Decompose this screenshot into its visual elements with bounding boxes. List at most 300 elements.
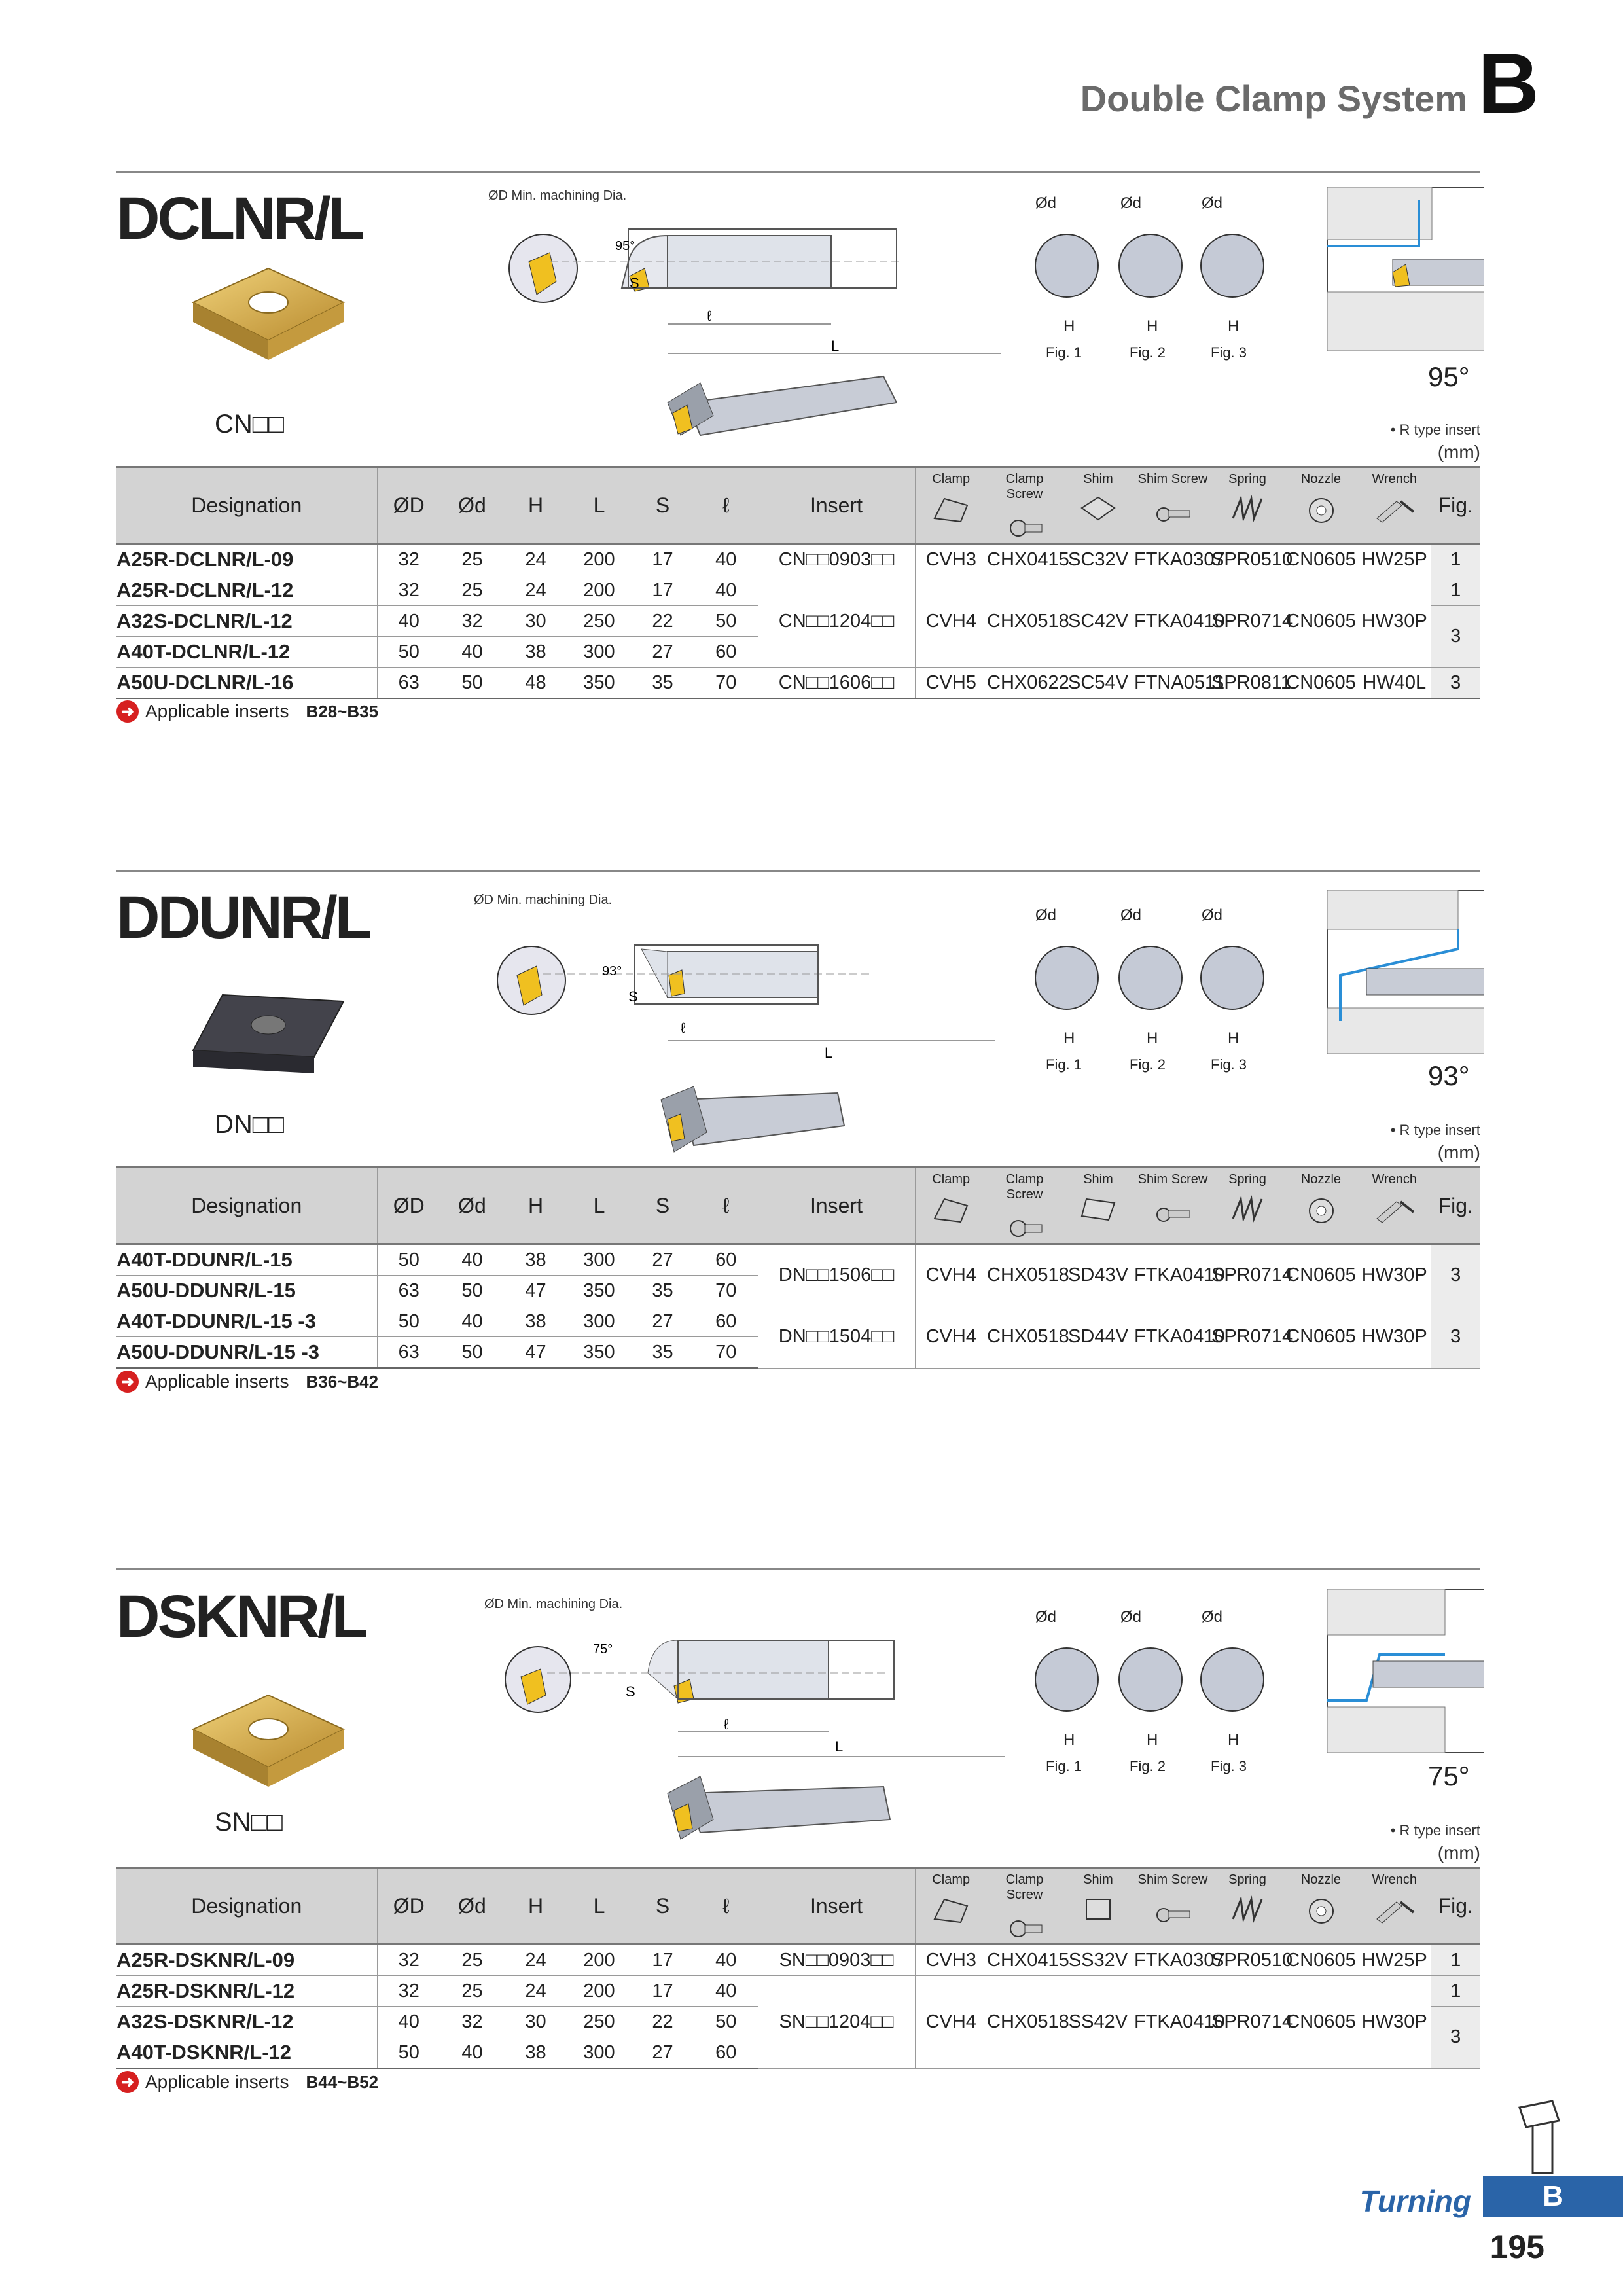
cell-l: 50 bbox=[694, 606, 758, 637]
cell-S: 22 bbox=[631, 606, 694, 637]
cell-wrench: HW30P bbox=[1359, 1306, 1431, 1369]
svg-text:ℓ: ℓ bbox=[724, 1716, 729, 1732]
svg-text:S: S bbox=[630, 275, 639, 291]
cell-H: 48 bbox=[504, 668, 567, 699]
nozzle-label: Nozzle bbox=[1300, 1172, 1342, 1187]
cell-H: 24 bbox=[504, 1945, 567, 1976]
shim-icon bbox=[1079, 492, 1118, 525]
cell-designation: A25R-DCLNR/L-09 bbox=[116, 544, 377, 575]
cell-designation: A25R-DCLNR/L-12 bbox=[116, 575, 377, 606]
cell-L: 300 bbox=[567, 2037, 631, 2069]
nozzle-icon bbox=[1302, 1193, 1341, 1225]
svg-text:L: L bbox=[831, 338, 840, 354]
approach-angle: 75° bbox=[1428, 1761, 1470, 1791]
svg-text:Fig. 1: Fig. 1 bbox=[1046, 1056, 1082, 1073]
wrench-label: Wrench bbox=[1372, 472, 1418, 486]
cell-H: 38 bbox=[504, 1244, 567, 1276]
cell-nozzle: CN0605 bbox=[1283, 575, 1359, 668]
cell-H: 24 bbox=[504, 544, 567, 575]
header-rule bbox=[116, 171, 1480, 173]
cell-shim: SS42V bbox=[1062, 1976, 1134, 2069]
wrench-icon bbox=[1372, 492, 1418, 525]
cell-l: 70 bbox=[694, 668, 758, 699]
unit-mm: (mm) bbox=[1437, 1142, 1480, 1162]
cell-clamp: CVH3 bbox=[915, 544, 987, 575]
section-rule bbox=[116, 1568, 1480, 1570]
cell-L: 250 bbox=[567, 606, 631, 637]
col-shim-screw bbox=[1134, 467, 1211, 544]
col-shim-screw bbox=[1134, 1868, 1211, 1945]
turning-tool-icon bbox=[1507, 2094, 1572, 2179]
r-type-note: • R type insert bbox=[1390, 1822, 1480, 1839]
col-spring bbox=[1211, 467, 1283, 544]
cell-d: 32 bbox=[440, 606, 504, 637]
cell-d: 40 bbox=[440, 1244, 504, 1276]
cell-D: 50 bbox=[377, 1244, 440, 1276]
cell-spring: SPR0510 bbox=[1211, 1945, 1283, 1976]
svg-text:Ød: Ød bbox=[1202, 906, 1223, 924]
col-clamp bbox=[915, 467, 987, 544]
wrench-label: Wrench bbox=[1372, 1873, 1418, 1887]
cell-designation: A32S-DSKNR/L-12 bbox=[116, 2007, 377, 2037]
clamp-icon bbox=[931, 1893, 971, 1926]
tool-dimension-drawing bbox=[482, 1614, 1018, 1765]
col-D: ØD bbox=[377, 1868, 440, 1945]
clamp-label: Clamp bbox=[932, 1873, 971, 1887]
cell-designation: A32S-DCLNR/L-12 bbox=[116, 606, 377, 637]
cell-shim-screw: FTNA0511 bbox=[1134, 668, 1211, 699]
cell-L: 200 bbox=[567, 1945, 631, 1976]
cell-H: 24 bbox=[504, 1976, 567, 2007]
cell-wrench: HW30P bbox=[1359, 1244, 1431, 1306]
svg-text:H: H bbox=[1228, 317, 1240, 335]
cell-insert: DN□□1506□□ bbox=[758, 1244, 915, 1306]
col-clamp-screw bbox=[987, 467, 1062, 544]
cell-clamp-screw: CHX0415 bbox=[987, 1945, 1062, 1976]
svg-text:Ød: Ød bbox=[1120, 906, 1142, 924]
cell-designation: A40T-DSKNR/L-12 bbox=[116, 2037, 377, 2069]
col-insert: Insert bbox=[758, 467, 915, 544]
col-shim bbox=[1062, 1168, 1134, 1244]
col-fig: Fig. bbox=[1431, 467, 1480, 544]
shim-label: Shim bbox=[1083, 472, 1113, 486]
cell-fig: 1 bbox=[1431, 575, 1480, 606]
svg-text:H: H bbox=[1063, 1030, 1075, 1047]
cell-designation: A50U-DDUNR/L-15 -3 bbox=[116, 1337, 377, 1369]
svg-text:H: H bbox=[1063, 317, 1075, 335]
col-S: S bbox=[631, 467, 694, 544]
cell-wrench: HW30P bbox=[1359, 575, 1431, 668]
cell-wrench: HW40L bbox=[1359, 668, 1431, 699]
col-fig: Fig. bbox=[1431, 1168, 1480, 1244]
cell-l: 50 bbox=[694, 2007, 758, 2037]
insert-image-dn bbox=[183, 982, 353, 1080]
svg-text:Ød: Ød bbox=[1035, 906, 1057, 924]
cell-designation: A40T-DDUNR/L-15 bbox=[116, 1244, 377, 1276]
col-clamp-screw bbox=[987, 1868, 1062, 1945]
cell-shim: SD44V bbox=[1062, 1306, 1134, 1369]
applicable-range: B28~B35 bbox=[306, 701, 379, 721]
cell-l: 40 bbox=[694, 575, 758, 606]
table-row bbox=[116, 1945, 1480, 1976]
cell-wrench: HW25P bbox=[1359, 544, 1431, 575]
header-title: Double Clamp System bbox=[1080, 78, 1467, 119]
col-S: S bbox=[631, 1168, 694, 1244]
shim-screw-label: Shim Screw bbox=[1137, 1172, 1208, 1187]
col-nozzle bbox=[1283, 467, 1359, 544]
cell-l: 60 bbox=[694, 2037, 758, 2069]
cell-d: 25 bbox=[440, 544, 504, 575]
col-designation: Designation bbox=[116, 1168, 377, 1244]
cell-nozzle: CN0605 bbox=[1283, 668, 1359, 699]
tool-3d-view bbox=[661, 1761, 897, 1852]
cell-clamp-screw: CHX0518 bbox=[987, 1976, 1062, 2069]
tool-dimension-drawing bbox=[484, 203, 1008, 367]
col-L: L bbox=[567, 1868, 631, 1945]
cell-H: 38 bbox=[504, 1306, 567, 1337]
cell-clamp-screw: CHX0518 bbox=[987, 1306, 1062, 1369]
svg-text:ℓ: ℓ bbox=[707, 308, 712, 324]
cell-clamp: CVH3 bbox=[915, 1945, 987, 1976]
svg-text:H: H bbox=[1147, 1030, 1158, 1047]
cell-nozzle: CN0605 bbox=[1283, 1244, 1359, 1306]
col-d: Ød bbox=[440, 467, 504, 544]
section-title-dsknr: DSKNR/L bbox=[116, 1583, 366, 1650]
col-clamp bbox=[915, 1168, 987, 1244]
svg-text:Fig. 1: Fig. 1 bbox=[1046, 1758, 1082, 1774]
cell-H: 30 bbox=[504, 606, 567, 637]
svg-text:L: L bbox=[835, 1738, 844, 1755]
svg-text:S: S bbox=[626, 1683, 635, 1700]
cell-clamp: CVH4 bbox=[915, 575, 987, 668]
svg-text:H: H bbox=[1228, 1731, 1240, 1749]
cell-insert: SN□□0903□□ bbox=[758, 1945, 915, 1976]
cross-section-figs bbox=[1027, 906, 1289, 1076]
cell-clamp-screw: CHX0415 bbox=[987, 544, 1062, 575]
spec-table-dclnr bbox=[116, 466, 1480, 699]
note-block bbox=[1391, 1820, 1480, 1864]
cell-clamp: CVH4 bbox=[915, 1244, 987, 1306]
approach-angle-label: 95° bbox=[615, 239, 635, 253]
page-number: 195 bbox=[1489, 2229, 1544, 2265]
cell-designation: A50U-DDUNR/L-15 bbox=[116, 1276, 377, 1306]
cell-fig: 3 bbox=[1431, 1306, 1480, 1369]
section-title-ddunr: DDUNR/L bbox=[116, 884, 369, 951]
cell-shim: SS32V bbox=[1062, 1945, 1134, 1976]
unit-mm: (mm) bbox=[1437, 1842, 1480, 1863]
cell-D: 32 bbox=[377, 1976, 440, 2007]
table-row bbox=[116, 544, 1480, 575]
cell-nozzle: CN0605 bbox=[1283, 1945, 1359, 1976]
cell-l: 60 bbox=[694, 1244, 758, 1276]
shim-label: Shim bbox=[1083, 1873, 1113, 1887]
cell-shim-screw: FTKA0410 bbox=[1134, 575, 1211, 668]
col-L: L bbox=[567, 467, 631, 544]
shim-icon bbox=[1079, 1193, 1118, 1225]
min-dia-label: ØD Min. machining Dia. bbox=[474, 893, 613, 907]
cell-d: 50 bbox=[440, 1276, 504, 1306]
cell-spring: SPR0811 bbox=[1211, 668, 1283, 699]
svg-text:Ød: Ød bbox=[1120, 194, 1142, 212]
shim-screw-icon bbox=[1153, 1193, 1192, 1225]
insert-code-label: CN□□ bbox=[215, 410, 285, 439]
application-view bbox=[1327, 1589, 1484, 1753]
cell-shim-screw: FTKA0410 bbox=[1134, 1244, 1211, 1306]
cell-l: 70 bbox=[694, 1337, 758, 1369]
shim-screw-label: Shim Screw bbox=[1137, 1873, 1208, 1887]
screw-icon bbox=[1005, 507, 1044, 540]
cell-S: 35 bbox=[631, 1337, 694, 1369]
spec-table-dsknr bbox=[116, 1867, 1480, 2069]
cell-S: 17 bbox=[631, 1976, 694, 2007]
spec-table-ddunr bbox=[116, 1166, 1480, 1369]
cell-clamp: CVH5 bbox=[915, 668, 987, 699]
note-block bbox=[1391, 1119, 1480, 1164]
cell-H: 47 bbox=[504, 1337, 567, 1369]
col-D: ØD bbox=[377, 1168, 440, 1244]
cell-fig: 1 bbox=[1431, 1945, 1480, 1976]
col-spring bbox=[1211, 1168, 1283, 1244]
col-insert: Insert bbox=[758, 1168, 915, 1244]
applicable-inserts-link[interactable] bbox=[116, 2071, 378, 2093]
cell-L: 200 bbox=[567, 575, 631, 606]
cell-D: 32 bbox=[377, 544, 440, 575]
cell-nozzle: CN0605 bbox=[1283, 1976, 1359, 2069]
screw-icon bbox=[1005, 1908, 1044, 1941]
cell-S: 17 bbox=[631, 544, 694, 575]
svg-text:Fig. 3: Fig. 3 bbox=[1211, 1758, 1247, 1774]
r-type-note: • R type insert bbox=[1390, 422, 1480, 438]
applicable-inserts-link[interactable] bbox=[116, 700, 378, 723]
cell-D: 32 bbox=[377, 575, 440, 606]
cell-insert: CN□□1606□□ bbox=[758, 668, 915, 699]
screw-icon bbox=[1005, 1208, 1044, 1240]
cell-nozzle: CN0605 bbox=[1283, 1306, 1359, 1369]
cell-fig: 3 bbox=[1431, 606, 1480, 668]
applicable-label: Applicable inserts bbox=[145, 2072, 289, 2092]
cell-L: 200 bbox=[567, 544, 631, 575]
col-shim-screw bbox=[1134, 1168, 1211, 1244]
spring-label: Spring bbox=[1228, 472, 1266, 486]
cell-shim-screw: FTKA0410 bbox=[1134, 1976, 1211, 2069]
cell-S: 22 bbox=[631, 2007, 694, 2037]
cell-designation: A50U-DCLNR/L-16 bbox=[116, 668, 377, 699]
section-title-dclnr: DCLNR/L bbox=[116, 185, 363, 252]
cell-spring: SPR0510 bbox=[1211, 544, 1283, 575]
arrow-right-icon: ➜ bbox=[116, 1371, 139, 1393]
cell-insert: CN□□1204□□ bbox=[758, 575, 915, 668]
col-shim bbox=[1062, 1868, 1134, 1945]
shim-label: Shim bbox=[1083, 1172, 1113, 1187]
col-l: ℓ bbox=[694, 467, 758, 544]
cell-shim: SC54V bbox=[1062, 668, 1134, 699]
col-H: H bbox=[504, 1868, 567, 1945]
col-spring bbox=[1211, 1868, 1283, 1945]
insert-image-sn bbox=[183, 1689, 353, 1793]
applicable-inserts-link[interactable] bbox=[116, 1371, 378, 1393]
cell-d: 32 bbox=[440, 2007, 504, 2037]
table-row bbox=[116, 1306, 1480, 1337]
col-d: Ød bbox=[440, 1868, 504, 1945]
svg-text:Fig. 1: Fig. 1 bbox=[1046, 344, 1082, 361]
cell-shim-screw: FTKA0307 bbox=[1134, 544, 1211, 575]
cell-L: 350 bbox=[567, 1276, 631, 1306]
cell-d: 25 bbox=[440, 575, 504, 606]
unit-mm: (mm) bbox=[1437, 442, 1480, 462]
svg-text:Fig. 2: Fig. 2 bbox=[1130, 344, 1166, 361]
cell-designation: A40T-DDUNR/L-15 -3 bbox=[116, 1306, 377, 1337]
nozzle-label: Nozzle bbox=[1300, 1873, 1342, 1887]
applicable-range: B44~B52 bbox=[306, 2072, 379, 2092]
svg-text:Ød: Ød bbox=[1035, 194, 1057, 212]
approach-angle-label: 75° bbox=[593, 1642, 613, 1657]
cell-D: 50 bbox=[377, 1306, 440, 1337]
cell-S: 17 bbox=[631, 575, 694, 606]
svg-text:H: H bbox=[1147, 317, 1158, 335]
tool-dimension-drawing bbox=[471, 910, 1008, 1067]
svg-text:L: L bbox=[825, 1045, 833, 1061]
col-shim bbox=[1062, 467, 1134, 544]
svg-text:Fig. 3: Fig. 3 bbox=[1211, 1056, 1247, 1073]
col-wrench bbox=[1359, 1168, 1431, 1244]
cell-L: 350 bbox=[567, 1337, 631, 1369]
cell-spring: SPR0714 bbox=[1211, 1976, 1283, 2069]
col-H: H bbox=[504, 467, 567, 544]
cross-section-figs bbox=[1027, 194, 1289, 364]
table-row bbox=[116, 1244, 1480, 1276]
min-dia-label: ØD Min. machining Dia. bbox=[488, 188, 627, 203]
cell-designation: A25R-DSKNR/L-09 bbox=[116, 1945, 377, 1976]
cell-wrench: HW25P bbox=[1359, 1945, 1431, 1976]
cell-D: 40 bbox=[377, 2007, 440, 2037]
cell-D: 50 bbox=[377, 637, 440, 668]
shim-screw-label: Shim Screw bbox=[1137, 472, 1208, 486]
svg-text:Ød: Ød bbox=[1202, 1608, 1223, 1626]
cell-l: 40 bbox=[694, 544, 758, 575]
col-d: Ød bbox=[440, 1168, 504, 1244]
col-nozzle bbox=[1283, 1168, 1359, 1244]
cell-d: 40 bbox=[440, 637, 504, 668]
application-view bbox=[1327, 890, 1484, 1054]
cell-clamp-screw: CHX0518 bbox=[987, 575, 1062, 668]
svg-text:Ød: Ød bbox=[1120, 1608, 1142, 1626]
cell-wrench: HW30P bbox=[1359, 1976, 1431, 2069]
cell-designation: A40T-DCLNR/L-12 bbox=[116, 637, 377, 668]
cell-clamp: CVH4 bbox=[915, 1306, 987, 1369]
applicable-range: B36~B42 bbox=[306, 1371, 379, 1391]
col-S: S bbox=[631, 1868, 694, 1945]
cell-fig: 1 bbox=[1431, 1976, 1480, 2007]
cell-d: 40 bbox=[440, 2037, 504, 2069]
cell-H: 38 bbox=[504, 2037, 567, 2069]
application-view bbox=[1327, 187, 1484, 351]
cell-clamp: CVH4 bbox=[915, 1976, 987, 2069]
svg-text:Fig. 2: Fig. 2 bbox=[1130, 1758, 1166, 1774]
cell-l: 60 bbox=[694, 637, 758, 668]
col-wrench bbox=[1359, 1868, 1431, 1945]
cell-D: 40 bbox=[377, 606, 440, 637]
cell-S: 27 bbox=[631, 637, 694, 668]
cell-D: 63 bbox=[377, 1337, 440, 1369]
insert-image-cn bbox=[183, 262, 353, 367]
wrench-icon bbox=[1372, 1893, 1418, 1926]
cell-S: 27 bbox=[631, 2037, 694, 2069]
arrow-right-icon: ➜ bbox=[116, 2071, 139, 2093]
tool-3d-view bbox=[661, 363, 897, 455]
spring-label: Spring bbox=[1228, 1172, 1266, 1187]
cell-fig: 1 bbox=[1431, 544, 1480, 575]
cell-S: 27 bbox=[631, 1244, 694, 1276]
shim-screw-icon bbox=[1153, 1893, 1192, 1926]
cell-L: 300 bbox=[567, 1306, 631, 1337]
shim-icon bbox=[1079, 1893, 1118, 1926]
cell-spring: SPR0714 bbox=[1211, 575, 1283, 668]
table-row bbox=[116, 1976, 1480, 2007]
r-type-note: • R type insert bbox=[1390, 1122, 1480, 1138]
note-block bbox=[1391, 419, 1480, 463]
approach-angle: 95° bbox=[1428, 361, 1470, 392]
spring-icon bbox=[1228, 1893, 1267, 1926]
cell-insert: CN□□0903□□ bbox=[758, 544, 915, 575]
col-L: L bbox=[567, 1168, 631, 1244]
cell-insert: SN□□1204□□ bbox=[758, 1976, 915, 2069]
section-letter: B bbox=[1478, 35, 1539, 131]
cell-S: 17 bbox=[631, 1945, 694, 1976]
cell-shim: SC32V bbox=[1062, 544, 1134, 575]
cell-shim: SC42V bbox=[1062, 575, 1134, 668]
col-insert: Insert bbox=[758, 1868, 915, 1945]
col-D: ØD bbox=[377, 467, 440, 544]
cell-spring: SPR0714 bbox=[1211, 1244, 1283, 1306]
col-nozzle bbox=[1283, 1868, 1359, 1945]
svg-text:Fig. 2: Fig. 2 bbox=[1130, 1056, 1166, 1073]
cell-d: 25 bbox=[440, 1976, 504, 2007]
col-clamp bbox=[915, 1868, 987, 1945]
svg-text:H: H bbox=[1063, 1731, 1075, 1749]
col-H: H bbox=[504, 1168, 567, 1244]
cell-L: 300 bbox=[567, 1244, 631, 1276]
insert-code-label: SN□□ bbox=[215, 1808, 283, 1837]
cell-clamp-screw: CHX0518 bbox=[987, 1244, 1062, 1306]
cell-shim-screw: FTKA0307 bbox=[1134, 1945, 1211, 1976]
col-wrench bbox=[1359, 467, 1431, 544]
cell-L: 300 bbox=[567, 637, 631, 668]
cell-spring: SPR0714 bbox=[1211, 1306, 1283, 1369]
cell-d: 50 bbox=[440, 1337, 504, 1369]
cell-H: 30 bbox=[504, 2007, 567, 2037]
cell-S: 35 bbox=[631, 668, 694, 699]
applicable-label: Applicable inserts bbox=[145, 1371, 289, 1391]
cell-l: 40 bbox=[694, 1945, 758, 1976]
wrench-label: Wrench bbox=[1372, 1172, 1418, 1187]
cell-l: 70 bbox=[694, 1276, 758, 1306]
cell-shim-screw: FTKA0410 bbox=[1134, 1306, 1211, 1369]
cell-S: 27 bbox=[631, 1306, 694, 1337]
footer-section-tab[interactable]: B bbox=[1483, 2176, 1623, 2217]
cell-D: 63 bbox=[377, 668, 440, 699]
svg-text:S: S bbox=[628, 988, 638, 1005]
table-row bbox=[116, 668, 1480, 699]
svg-text:H: H bbox=[1147, 1731, 1158, 1749]
col-designation: Designation bbox=[116, 1868, 377, 1945]
cell-D: 32 bbox=[377, 1945, 440, 1976]
applicable-label: Applicable inserts bbox=[145, 701, 289, 721]
cell-D: 50 bbox=[377, 2037, 440, 2069]
cell-D: 63 bbox=[377, 1276, 440, 1306]
clamp-label: Clamp bbox=[932, 472, 971, 486]
min-dia-label: ØD Min. machining Dia. bbox=[484, 1597, 623, 1611]
cell-l: 60 bbox=[694, 1306, 758, 1337]
